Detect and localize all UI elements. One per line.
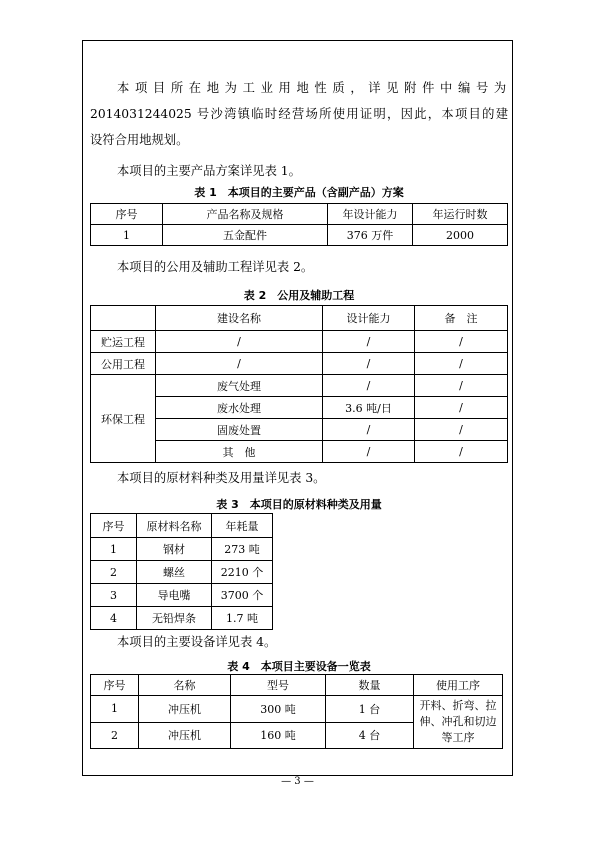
table3-cell-consumption: 273 吨 (212, 538, 273, 561)
paragraph-utilities-intro: 本项目的公用及辅助工程详见表 2。 (117, 260, 314, 274)
table-row (91, 607, 273, 630)
table2-cell-name: 废气处理 (156, 375, 323, 397)
table4-cell-model: 300 吨 (231, 696, 326, 723)
table2-group-storage: 贮运工程 (91, 331, 156, 353)
paragraph-land-use-line3: 设符合用地规划。 (90, 133, 189, 147)
table2-cell-note: / (415, 397, 508, 419)
materials-table (90, 513, 273, 630)
table1-header-no: 序号 (91, 204, 163, 225)
table2-cell-note: / (415, 441, 508, 463)
table4-cell-no: 2 (91, 722, 139, 749)
table-row (91, 584, 273, 607)
table3-caption: 表 3 本项目的原材料种类及用量 (216, 498, 382, 511)
table2-cell-note: / (415, 353, 508, 375)
table4-cell-name: 冲压机 (139, 696, 231, 723)
table4-cell-name: 冲压机 (139, 722, 231, 749)
paragraph-materials-intro: 本项目的原材料种类及用量详见表 3。 (117, 471, 326, 485)
table4-header-name: 名称 (139, 675, 231, 696)
table2-cell-capacity: / (323, 353, 415, 375)
table4-caption: 表 4 本项目主要设备一览表 (227, 660, 371, 673)
table3-cell-material: 导电嘴 (137, 584, 212, 607)
table3-cell-material: 螺丝 (137, 561, 212, 584)
table4-header-quantity: 数量 (326, 675, 414, 696)
table4-header-no: 序号 (91, 675, 139, 696)
table3-header-consumption: 年耗量 (212, 514, 273, 538)
paragraph-products-intro: 本项目的主要产品方案详见表 1。 (117, 164, 301, 178)
table1-header-capacity: 年设计能力 (328, 204, 413, 225)
table-row (91, 331, 508, 353)
table2-cell-note: / (415, 375, 508, 397)
table3-cell-material: 钢材 (137, 538, 212, 561)
table1-cell-no: 1 (91, 225, 163, 246)
table2-cell-capacity: / (323, 419, 415, 441)
table3-header-material: 原材料名称 (137, 514, 212, 538)
table2-cell-note: / (415, 419, 508, 441)
table3-header-no: 序号 (91, 514, 137, 538)
table3-cell-consumption: 1.7 吨 (212, 607, 273, 630)
table2-cell-name: 废水处理 (156, 397, 323, 419)
table1-cell-hours: 2000 (413, 225, 508, 246)
table1-header-hours: 年运行时数 (413, 204, 508, 225)
table2-group-public: 公用工程 (91, 353, 156, 375)
paragraph-land-use-line2: 2014031244025 号沙湾镇临时经营场所使用证明，因此，本项目的建 (90, 107, 508, 121)
table3-cell-no: 4 (91, 607, 137, 630)
table4-cell-no: 1 (91, 696, 139, 723)
table3-cell-no: 1 (91, 538, 137, 561)
table-row (91, 538, 273, 561)
utilities-table (90, 305, 508, 463)
table4-cell-model: 160 吨 (231, 722, 326, 749)
table2-header-capacity: 设计能力 (323, 306, 415, 331)
table2-cell-capacity: / (323, 331, 415, 353)
products-table (90, 203, 508, 246)
table-row (91, 561, 273, 584)
table2-group-environment: 环保工程 (91, 375, 156, 463)
table2-header-name: 建设名称 (156, 306, 323, 331)
table4-cell-quantity: 4 台 (326, 722, 414, 749)
equipment-table (90, 674, 503, 749)
table3-cell-no: 3 (91, 584, 137, 607)
table2-header-blank (91, 306, 156, 331)
table-row (91, 353, 508, 375)
table4-cell-process: 开料、折弯、拉伸、冲孔和切边等工序 (414, 696, 503, 749)
table-row (91, 225, 508, 246)
table-row (91, 696, 503, 723)
table2-cell-name: 固废处置 (156, 419, 323, 441)
table2-cell-name: / (156, 331, 323, 353)
table2-cell-name: / (156, 353, 323, 375)
table2-header-note: 备 注 (415, 306, 508, 331)
table4-cell-quantity: 1 台 (326, 696, 414, 723)
table2-cell-name: 其 他 (156, 441, 323, 463)
page-number: — 3 — (281, 776, 314, 787)
table3-cell-material: 无铅焊条 (137, 607, 212, 630)
table1-cell-capacity: 376 万件 (328, 225, 413, 246)
paragraph-equipment-intro: 本项目的主要设备详见表 4。 (117, 635, 277, 649)
table2-caption: 表 2 公用及辅助工程 (243, 289, 355, 302)
table2-cell-capacity: / (323, 441, 415, 463)
table1-header-name: 产品名称及规格 (163, 204, 328, 225)
table-row (91, 375, 508, 397)
table3-cell-no: 2 (91, 561, 137, 584)
table1-cell-name: 五金配件 (163, 225, 328, 246)
paragraph-land-use-line1: 本项目所在地为工业用地性质，详见附件中编号为 (117, 81, 508, 95)
table1-caption: 表 1 本项目的主要产品（含副产品）方案 (194, 186, 404, 199)
table3-cell-consumption: 3700 个 (212, 584, 273, 607)
table3-cell-consumption: 2210 个 (212, 561, 273, 584)
table2-cell-note: / (415, 331, 508, 353)
table2-cell-capacity: / (323, 375, 415, 397)
table2-cell-capacity: 3.6 吨/日 (323, 397, 415, 419)
table4-header-model: 型号 (231, 675, 326, 696)
table4-header-process: 使用工序 (414, 675, 503, 696)
